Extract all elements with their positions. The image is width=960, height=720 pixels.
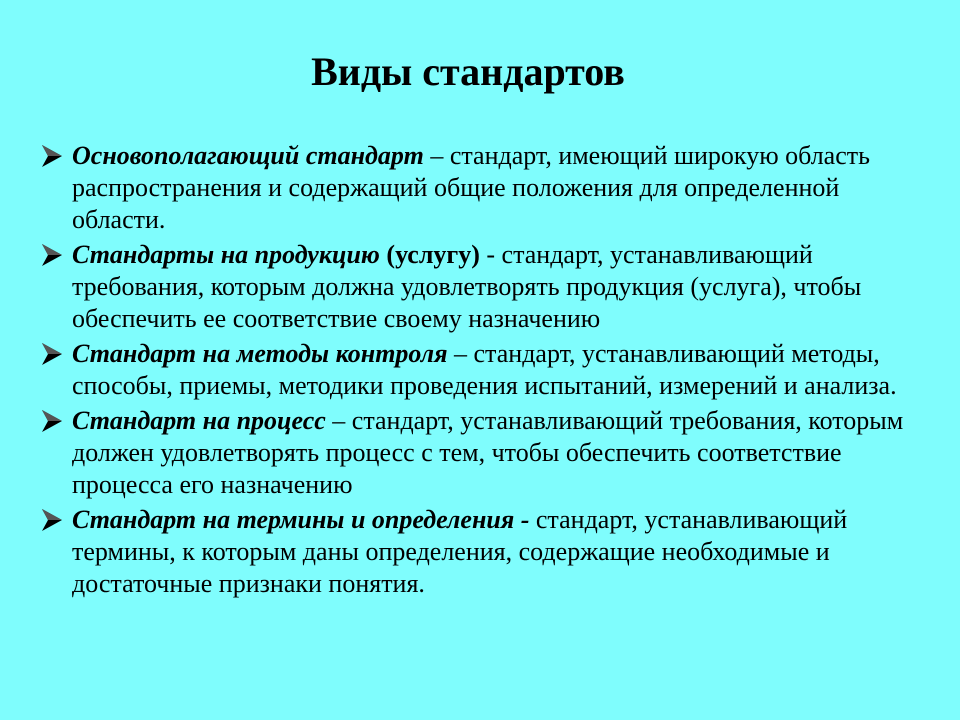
arrowhead-bullet-icon — [40, 408, 64, 434]
item-text: стандарт, устанавливающий термины, к которым даны определения, содержащие необходимые и достаточные признаки понятия. — [72, 505, 848, 598]
item-term: Стандарт на термины и определения - — [72, 505, 530, 534]
arrowhead-bullet-icon — [40, 507, 64, 533]
bullet-list — [40, 140, 930, 603]
arrowhead-bullet-icon — [40, 341, 64, 367]
arrowhead-bullet-icon — [40, 143, 64, 169]
title-text: Виды стандартов — [311, 49, 625, 94]
item-term-suffix: (услугу) — [386, 240, 480, 269]
list-item — [40, 140, 930, 236]
list-item — [40, 405, 930, 501]
item-text: - стандарт, устанавливающий требования, которым должна удовлетворять продукция (услуга), чтобы обеспечить ее соответствие своему назначению — [72, 240, 862, 333]
item-text: – стандарт, имеющий широкую область распространения и содержащий общие положения для определенной области. — [72, 141, 870, 234]
item-term: Стандарт на процесс — [72, 406, 326, 435]
item-text: – стандарт, устанавливающий требования, которым должен удовлетворять процесс с тем, чтобы обеспечить соответствие процесса его назначению — [72, 406, 904, 499]
arrowhead-bullet-icon — [40, 242, 64, 268]
list-item — [40, 504, 930, 600]
item-term: Основополагающий стандарт — [72, 141, 424, 170]
item-text: – стандарт, устанавливающий методы, способы, приемы, методики проведения испытаний, измерений и анализа. — [72, 339, 897, 400]
item-term: Стандарт на методы контроля — [72, 339, 448, 368]
list-item — [40, 338, 930, 402]
slide-title — [0, 44, 960, 100]
item-term: Стандарты на продукцию — [72, 240, 387, 269]
list-item — [40, 239, 930, 335]
